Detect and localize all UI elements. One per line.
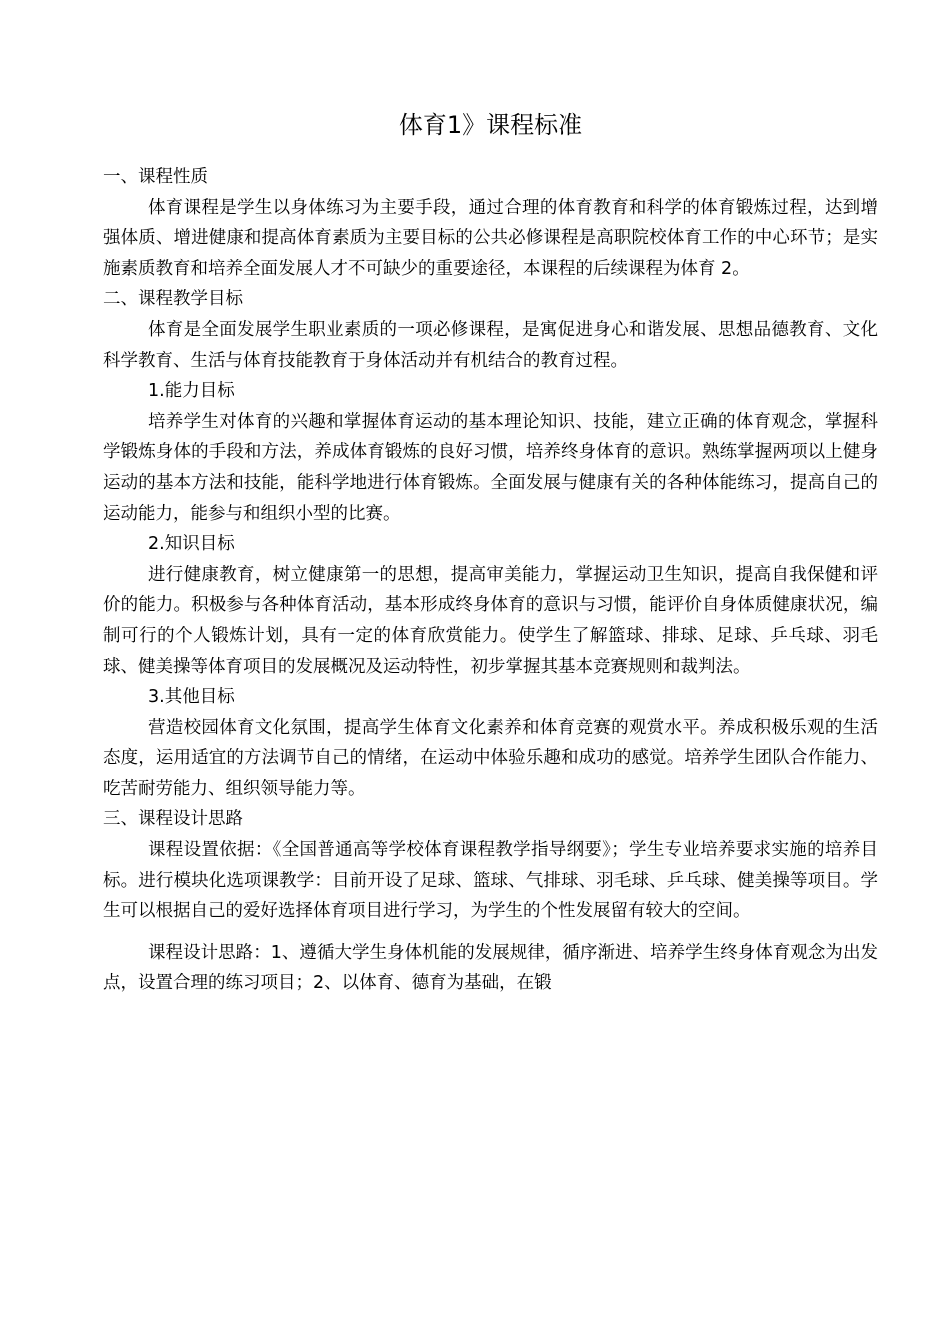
paragraph-design-approach: 课程设计思路：1、遵循大学生身体机能的发展规律，循序渐进、培养学生终身体育观念为出发点，设置合理的练习项目；2、以体育、德育为基础，在锻 <box>103 942 878 994</box>
paragraph-nature: 体育课程是学生以身体练习为主要手段，通过合理的体育教育和科学的体育锻炼过程，达到增强体质、增进健康和提高体育素质为主要目标的公共必修课程是高职院校体育工作的中心环节；是实施素质教育和培养全面发展人才不可缺少的重要途径，本课程的后续课程为体育 2。 <box>103 197 878 279</box>
document-title: 体育1》课程标准 <box>398 111 583 139</box>
section-heading-nature: 一、课程性质 <box>103 167 208 187</box>
paragraph-design-basis: 课程设置依据：《全国普通高等学校体育课程教学指导纲要》；学生专业培养要求实施的培养目标。进行模块化选项课教学：目前开设了足球、篮球、气排球、羽毛球、乒乓球、健美操等项目。学生可以根据自己的爱好选择体育项目进行学习，为学生的个性发展留有较大的空间。 <box>103 840 878 922</box>
paragraph-objectives-intro: 体育是全面发展学生职业素质的一项必修课程，是寓促进身心和谐发展、思想品德教育、文化科学教育、生活与体育技能教育于身体活动并有机结合的教育过程。 <box>103 319 878 371</box>
paragraph-ability: 培养学生对体育的兴趣和掌握体育运动的基本理论知识、技能，建立正确的体育观念，掌握科学锻炼身体的手段和方法，养成体育锻炼的良好习惯，培养终身体育的意识。熟练掌握两项以上健身运动的基本方法和技能，能科学地进行体育锻炼。全面发展与健康有关的各种体能练习，提高自己的运动能力，能参与和组织小型的比赛。 <box>103 411 878 524</box>
paragraph-other: 营造校园体育文化氛围，提高学生体育文化素养和体育竞赛的观赏水平。养成积极乐观的生活态度，运用适宜的方法调节自己的情绪，在运动中体验乐趣和成功的感觉。培养学生团队合作能力、吃苦耐劳能力、组织领导能力等。 <box>103 717 878 799</box>
section-heading-objectives: 二、课程教学目标 <box>103 289 243 310</box>
section-heading-design: 三、课程设计思路 <box>103 809 243 830</box>
document-body <box>103 162 878 999</box>
subheading-knowledge: 2.知识目标 <box>148 534 235 555</box>
subheading-other: 3.其他目标 <box>148 687 235 708</box>
paragraph-knowledge: 进行健康教育，树立健康第一的思想，提高审美能力，掌握运动卫生知识，提高自我保健和评价的能力。积极参与各种体育活动，基本形成终身体育的意识与习惯，能评价自身体质健康状况，编制可行的个人锻炼计划，具有一定的体育欣赏能力。使学生了解篮球、排球、足球、乒乓球、羽毛球、健美操等体育项目的发展概况及运动特性，初步掌握其基本竞赛规则和裁判法。 <box>103 564 878 677</box>
subheading-ability: 1.能力目标 <box>148 381 235 402</box>
